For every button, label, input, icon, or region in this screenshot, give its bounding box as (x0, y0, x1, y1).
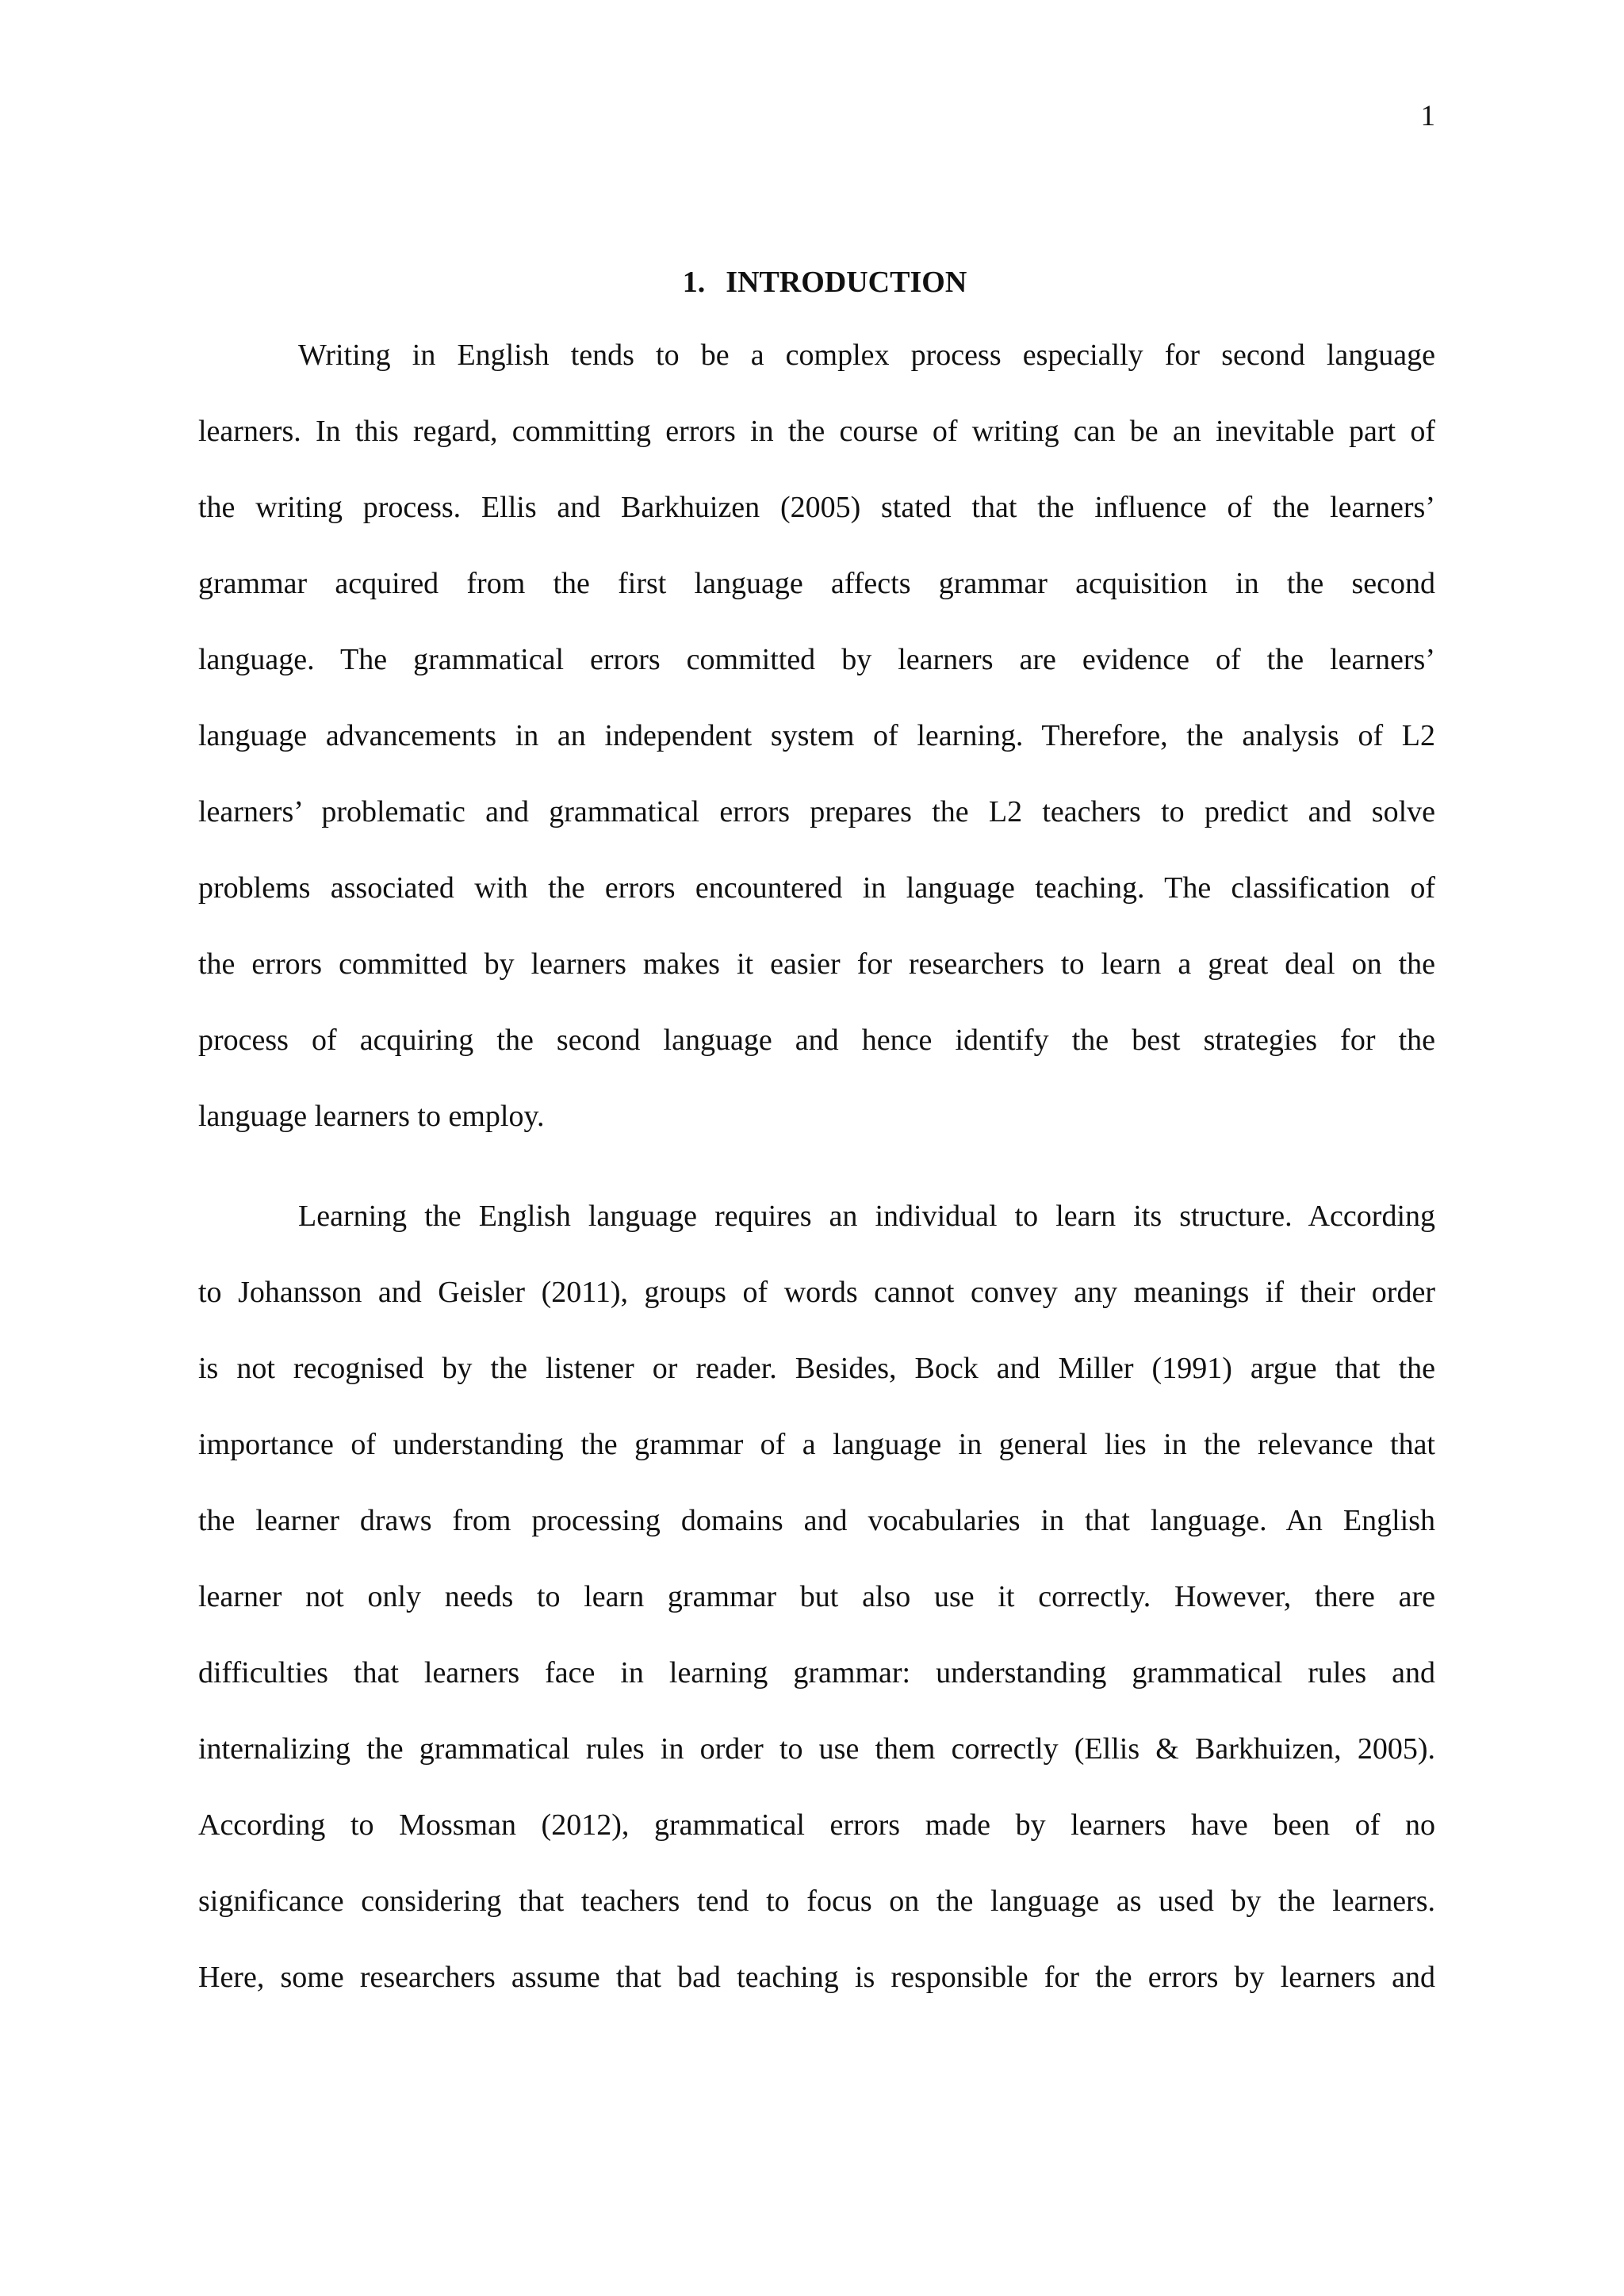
text-line: language. The grammatical errors committed by learners are evidence of the learners’ (198, 643, 1435, 676)
text-line: learners. In this regard, committing errors in the course of writing can be an inevitable part of (198, 415, 1435, 448)
text-line: internalizing the grammatical rules in order to use them correctly (Ellis & Barkhuizen, 2005). (198, 1732, 1435, 1766)
text-line: difficulties that learners face in learning grammar: understanding grammatical rules and (198, 1656, 1435, 1689)
text-line: significance considering that teachers tend to focus on the language as used by the learners. (198, 1885, 1435, 1918)
text-line: is not recognised by the listener or reader. Besides, Bock and Miller (1991) argue that the (198, 1352, 1435, 1385)
paragraph-spacer (198, 1172, 1435, 1196)
text-line: learners’ problematic and grammatical errors prepares the L2 teachers to predict and solve (198, 795, 1435, 828)
paragraph-1 (198, 335, 1435, 1172)
text-line: language advancements in an independent system of learning. Therefore, the analysis of L2 (198, 719, 1435, 752)
text-line: importance of understanding the grammar of a language in general lies in the relevance that (198, 1428, 1435, 1461)
text-line: According to Mossman (2012), grammatical errors made by learners have been of no (198, 1808, 1435, 1842)
text-line: the learner draws from processing domains and vocabularies in that language. An English (198, 1504, 1435, 1537)
paragraph-2 (198, 1196, 1435, 2033)
section-title-text: INTRODUCTION (726, 266, 967, 299)
document-body (198, 262, 1435, 2033)
text-line: process of acquiring the second language and hence identify the best strategies for the (198, 1024, 1435, 1057)
page-number: 1 (1420, 100, 1435, 132)
text-line: language learners to employ. (198, 1100, 545, 1133)
text-line: to Johansson and Geisler (2011), groups of words cannot convey any meanings if their order (198, 1276, 1435, 1309)
text-line: the errors committed by learners makes it easier for researchers to learn a great deal on the (198, 947, 1435, 981)
text-line: learner not only needs to learn grammar but also use it correctly. However, there are (198, 1580, 1435, 1613)
text-line: grammar acquired from the first language affects grammar acquisition in the second (198, 567, 1435, 600)
text-line: problems associated with the errors encountered in language teaching. The classification of (198, 871, 1435, 905)
text-line: the writing process. Ellis and Barkhuizen (2005) stated that the influence of the learners’ (198, 491, 1435, 524)
section-heading (198, 262, 1435, 303)
text-line: Learning the English language requires an individual to learn its structure. According (298, 1200, 1435, 1233)
text-line: Here, some researchers assume that bad teaching is responsible for the errors by learners and (198, 1961, 1435, 1994)
text-line: Writing in English tends to be a complex process especially for second language (298, 339, 1435, 372)
section-number: 1. (682, 266, 706, 299)
